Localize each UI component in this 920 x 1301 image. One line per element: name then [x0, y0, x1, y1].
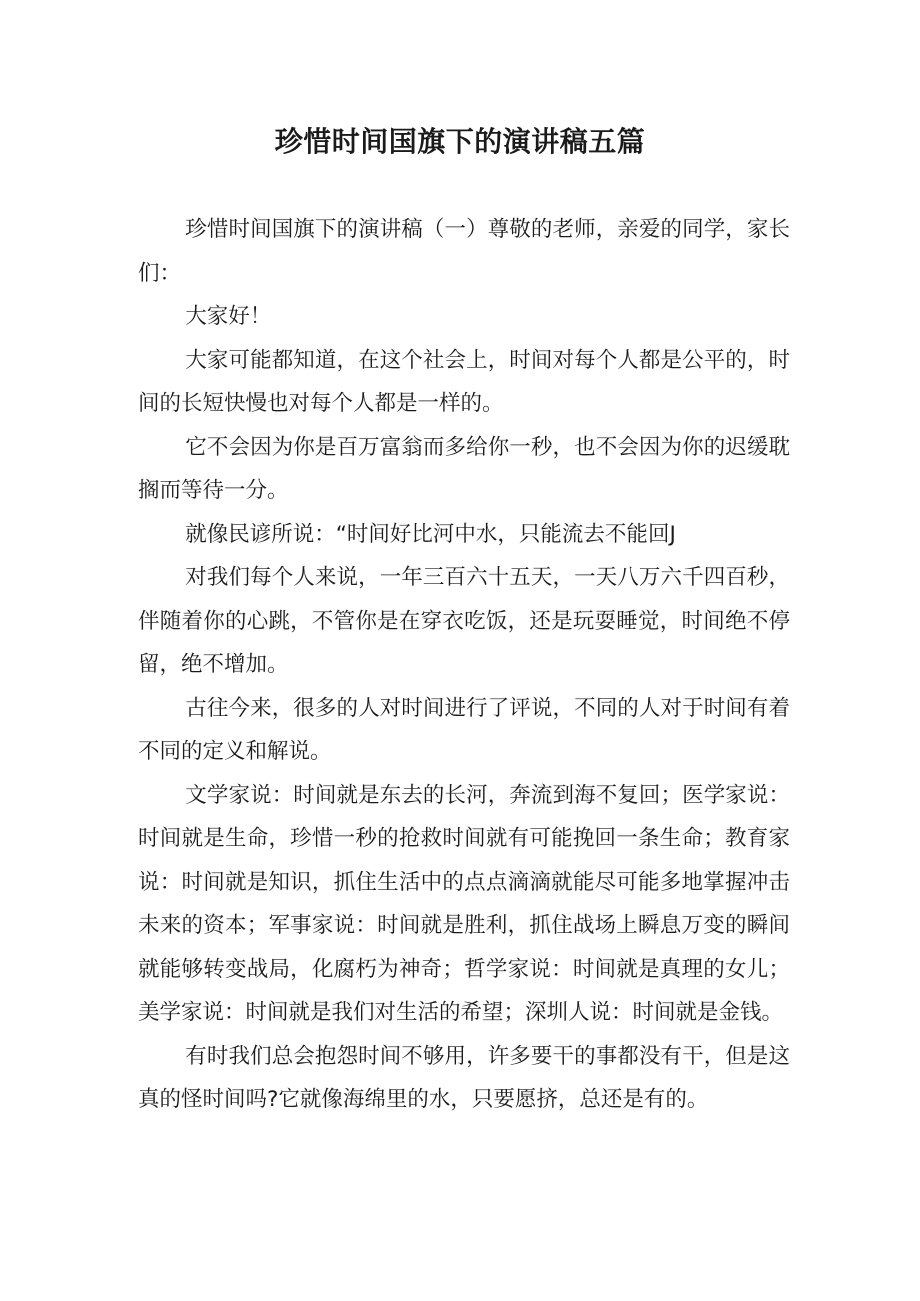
paragraph-4: 它不会因为你是百万富翁而多给你一秒，也不会因为你的迟缓耽搁而等待一分。 — [138, 434, 790, 503]
paragraph-8: 文学家说：时间就是东去的长河，奔流到海不复回；医学家说：时间就是生命，珍惜一秒的抢救时间就有可能挽回一条生命；教育家说：时间就是知识，抓住生活中的点点滴滴就能尽可能多地掌握冲击未来的资本；军事家说：时间就是胜利，抓住战场上瞬息万变的瞬间就能够转变战局，化腐朽为神奇；哲学家说：时间就是真理的女儿；美学家说：时间就是我们对生活的希望；深圳人说：时间就是金钱。 — [138, 782, 790, 1025]
paragraph-1: 珍惜时间国旗下的演讲稿（一）尊敬的老师，亲爱的同学，家长们： — [138, 217, 790, 286]
document-title: 珍惜时间国旗下的演讲稿五篇 — [274, 125, 646, 158]
document-body — [138, 208, 790, 1122]
paragraph-7: 古往今来，很多的人对时间进行了评说，不同的人对于时间有着不同的定义和解说。 — [138, 695, 790, 764]
paragraph-3: 大家可能都知道，在这个社会上，时间对每个人都是公平的，时间的长短快慢也对每个人都是一样的。 — [138, 347, 790, 416]
paragraph-2: 大家好！ — [185, 304, 272, 329]
paragraph-9: 有时我们总会抱怨时间不够用，许多要干的事都没有干，但是这真的怪时间吗?它就像海绵里的水，只要愿挤，总还是有的。 — [138, 1043, 790, 1112]
paragraph-5: 就像民谚所说：“时间好比河中水，只能流去不能回J — [185, 521, 676, 547]
paragraph-6: 对我们每个人来说，一年三百六十五天，一天八万六千四百秒，伴随着你的心跳，不管你是在穿衣吃饭，还是玩耍睡觉，时间绝不停留，绝不增加。 — [138, 565, 790, 677]
